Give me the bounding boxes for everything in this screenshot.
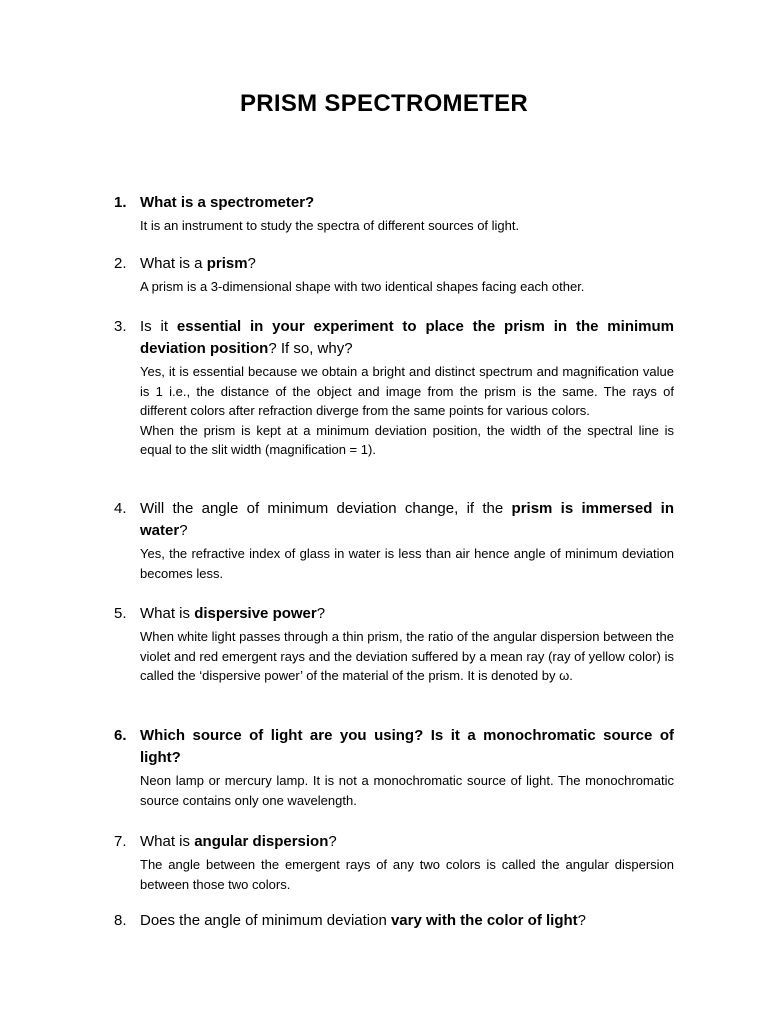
answer-paragraph: It is an instrument to study the spectra of different sources of light.: [140, 218, 520, 233]
answer-paragraph: Yes, the refractive index of glass in water is less than air hence angle of minimum deviation becomes less.: [140, 546, 674, 581]
qa-item-7: [114, 831, 674, 894]
question-text: What is: [140, 833, 195, 850]
question-number: 4.: [114, 500, 127, 517]
question-keyword: prism: [206, 255, 248, 272]
question-text: What is a: [140, 255, 207, 272]
question-number: 7.: [114, 833, 127, 850]
answer-2: [114, 277, 674, 297]
answer-paragraph: The angle between the emergent rays of any two colors is called the angular dispersion between those two colors.: [140, 857, 674, 892]
page-title: PRISM SPECTROMETER: [239, 90, 529, 117]
question-keyword: vary with the color of light: [390, 912, 578, 929]
question-text: ?: [247, 255, 256, 272]
answer-paragraph: A prism is a 3-dimensional shape with two identical shapes facing each other.: [140, 279, 585, 294]
question-2: [114, 253, 674, 275]
answer-1: [114, 216, 674, 236]
question-text: Is it: [140, 318, 177, 335]
question-text: Which source of light are you using? Is it a monochromatic source of light?: [140, 727, 674, 766]
question-number: 2.: [114, 255, 127, 272]
answer-7: [114, 855, 674, 894]
answer-5: [114, 627, 674, 686]
question-keyword: angular dispersion: [194, 833, 329, 850]
question-keyword: essential in your experiment to place the prism in the minimum deviation position: [140, 318, 674, 357]
question-number: 3.: [114, 318, 127, 335]
question-keyword: prism is immersed in water: [140, 500, 674, 539]
answer-paragraph: When the prism is kept at a minimum deviation position, the width of the spectral line is equal to the slit width (magnification = 1).: [140, 422, 674, 458]
answer-paragraph: Yes, it is essential because we obtain a bright and distinct spectrum and magnification value is 1 i.e., the distance of the object and image from the prism is the same. The rays of different colors after refraction diverge from the same points for various colors.: [140, 364, 674, 419]
question-number: 6.: [114, 727, 127, 744]
answer-paragraph: Neon lamp or mercury lamp. It is not a monochromatic source of light. The monochromatic source contains only one wavelength.: [140, 773, 674, 808]
question-text: ?: [328, 833, 337, 850]
question-text: Does the angle of minimum deviation: [140, 912, 391, 929]
qa-item-1: [114, 192, 674, 236]
qa-item-4: [114, 498, 674, 583]
question-number: 8.: [114, 912, 127, 929]
question-text: What is: [140, 605, 195, 622]
question-text: ?: [577, 912, 586, 929]
question-5: [114, 603, 674, 625]
qa-item-6: [114, 725, 674, 810]
question-7: [114, 831, 674, 853]
question-8: [114, 910, 674, 932]
answer-4: [114, 544, 674, 583]
question-3: [114, 316, 674, 360]
answer-3: [114, 362, 674, 460]
question-keyword: dispersive power: [194, 605, 317, 622]
answer-6: [114, 771, 674, 810]
question-text: ?: [316, 605, 326, 622]
qa-item-8: [114, 910, 674, 932]
answer-paragraph: When white light passes through a thin prism, the ratio of the angular dispersion between the violet and red emergent rays and the deviation suffered by a mean ray (ray of yellow color) is called the ‘dispersive power’ of the material of the prism. It is denoted by ω.: [140, 629, 674, 684]
question-4: [114, 498, 674, 542]
qa-item-5: [114, 603, 674, 686]
question-text: Will the angle of minimum deviation change, if the: [140, 500, 512, 517]
qa-item-2: [114, 253, 674, 297]
question-text: ?: [179, 522, 188, 539]
question-6: [114, 725, 674, 769]
qa-item-3: [114, 316, 674, 460]
question-text: What is a spectrometer?: [140, 194, 315, 211]
question-number: 5.: [114, 605, 127, 622]
question-text: ? If so, why?: [268, 340, 353, 357]
question-1: [114, 192, 674, 214]
question-number: 1.: [114, 194, 127, 211]
